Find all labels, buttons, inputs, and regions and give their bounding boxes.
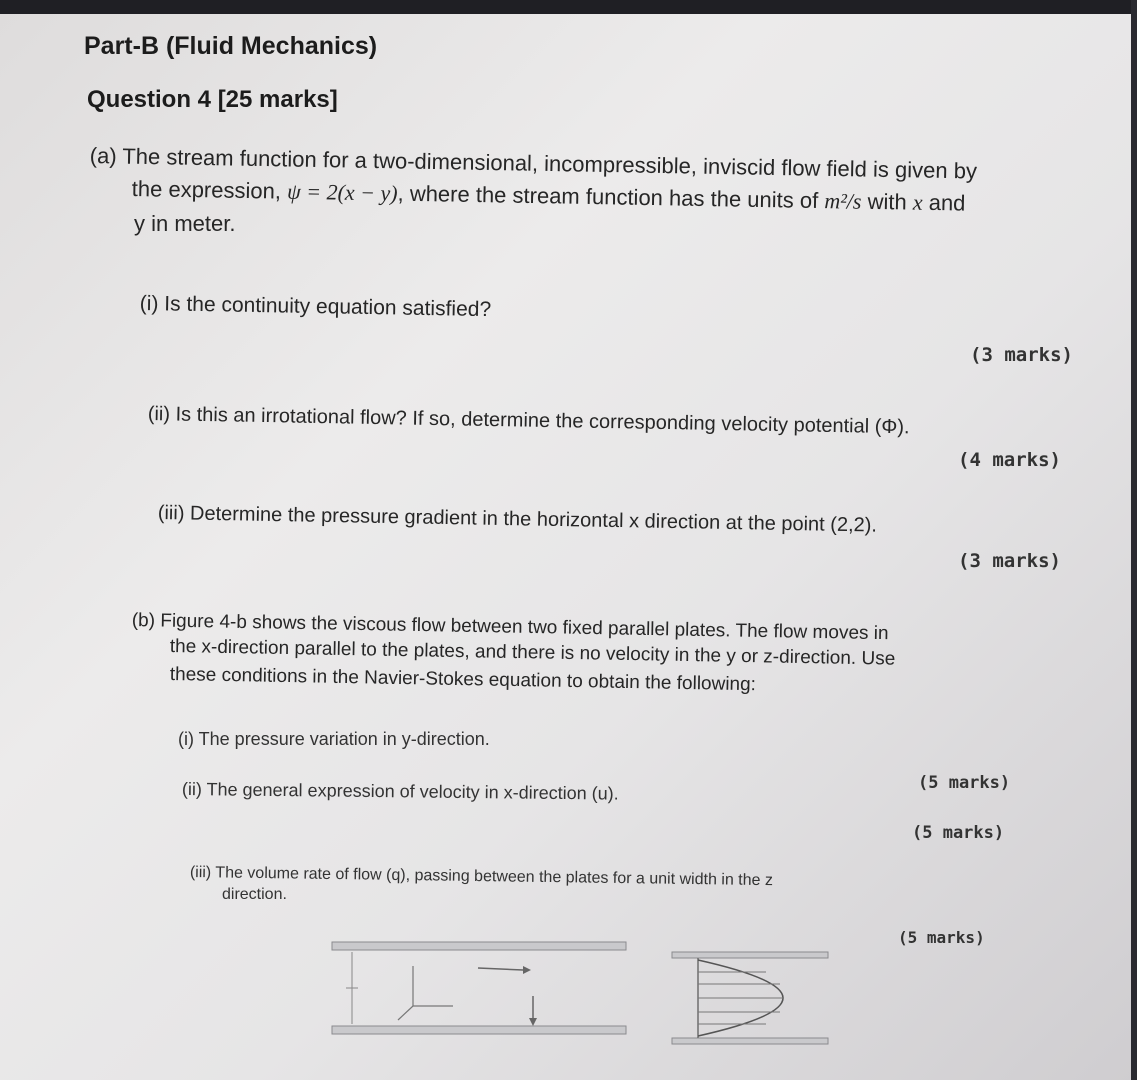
question-title: Question 4 [25 marks] bbox=[87, 86, 338, 113]
variable-x: x bbox=[912, 189, 923, 215]
profile-top-plate bbox=[672, 952, 828, 958]
part-a-question-i-marks: (3 marks) bbox=[970, 344, 1073, 366]
part-b-question-i: (i) The pressure variation in y-direction. bbox=[178, 729, 490, 749]
part-b-question-iii-marks: (5 marks) bbox=[898, 928, 985, 947]
figure-4b-velocity-profile bbox=[668, 948, 832, 1050]
part-b-question-iii-line1: (iii) The volume rate of flow (q), passing between the plates for a unit width in the z bbox=[189, 864, 774, 890]
part-a-question-iii: (iii) Determine the pressure gradient in the horizontal x direction at the point (2,2). bbox=[157, 502, 878, 537]
part-a-question-iii-marks: (3 marks) bbox=[958, 550, 1061, 572]
part-a-question-ii: (ii) Is this an irrotational flow? If so, determine the corresponding velocity potential (Φ). bbox=[147, 403, 910, 439]
top-plate bbox=[332, 942, 626, 950]
part-a-line2-pre: the expression, bbox=[131, 176, 288, 204]
part-a-line2-mid: , where the stream function has the units of bbox=[397, 180, 825, 214]
part-b-question-iii-line2: direction. bbox=[222, 886, 287, 903]
part-b-line2: the x-direction parallel to the plates, and there is no velocity in the y or z-direction. Use bbox=[169, 636, 896, 670]
stream-function-equation: ψ = 2(x − y) bbox=[286, 178, 398, 206]
screen-top-bezel bbox=[0, 0, 1137, 14]
part-b-question-ii: (ii) The general expression of velocity in x-direction (u). bbox=[181, 779, 619, 804]
part-a-line2-post: with bbox=[861, 188, 914, 215]
part-b-question-i-marks: (5 marks) bbox=[918, 773, 1011, 793]
part-a-line3: y in meter. bbox=[134, 211, 236, 236]
profile-bottom-plate bbox=[672, 1038, 828, 1044]
part-a-question-i: (i) Is the continuity equation satisfied? bbox=[139, 292, 492, 322]
figure-4b-plates-diagram bbox=[328, 938, 632, 1050]
part-a-line2-and: and bbox=[922, 189, 966, 216]
flow-arrow-head bbox=[523, 966, 531, 974]
part-b-line3: these conditions in the Navier-Stokes equation to obtain the following: bbox=[169, 664, 757, 696]
bottom-plate bbox=[332, 1026, 626, 1034]
stream-function-unit: m²/s bbox=[824, 188, 862, 214]
z-axis bbox=[398, 1006, 413, 1020]
part-b-line1: (b) Figure 4-b shows the viscous flow between two fixed parallel plates. The flow moves in bbox=[131, 610, 889, 645]
part-a-line1: (a) The stream function for a two-dimensional, incompressible, inviscid flow field is given by bbox=[89, 143, 978, 184]
screen-right-bezel bbox=[1131, 0, 1137, 1080]
part-b-question-ii-marks: (5 marks) bbox=[912, 823, 1005, 843]
gravity-arrow-head bbox=[529, 1018, 537, 1026]
part-a-question-ii-marks: (4 marks) bbox=[958, 449, 1061, 471]
flow-arrow bbox=[478, 968, 523, 970]
part-title: Part-B (Fluid Mechanics) bbox=[84, 32, 378, 60]
